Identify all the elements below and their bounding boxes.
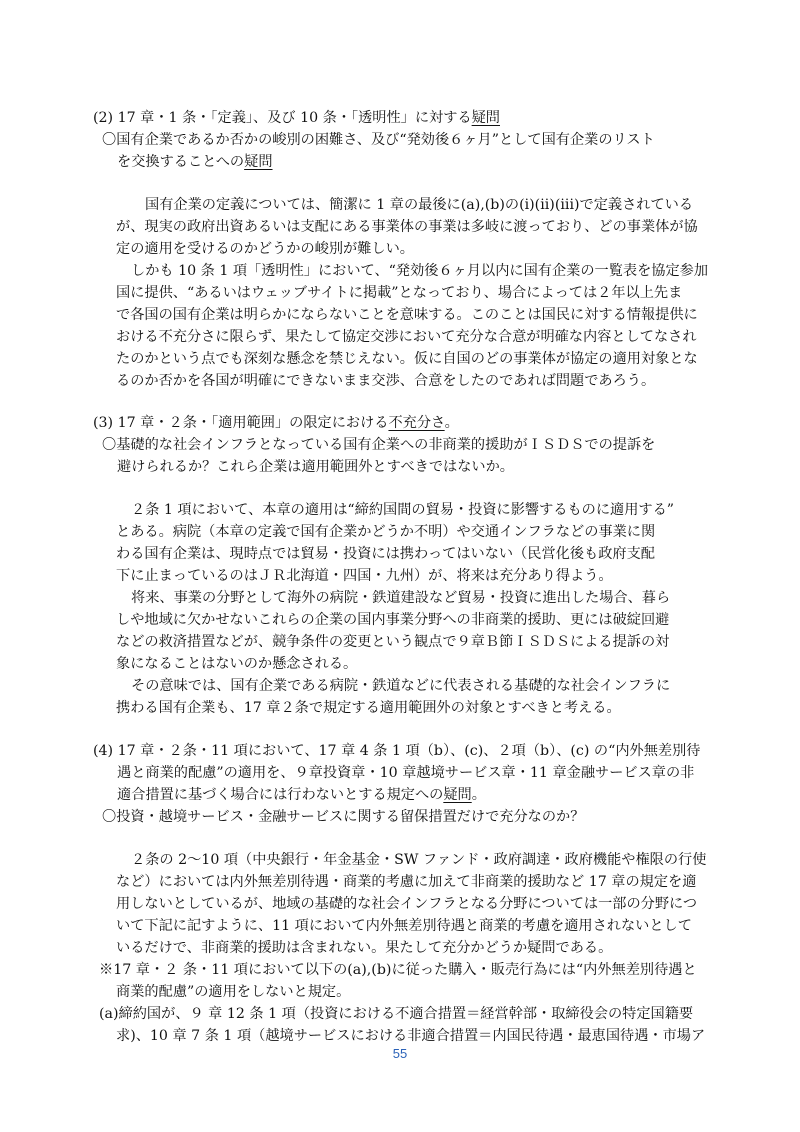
note-line: ※17 章・２ 条・11 項において以下の(a),(b)に従った購入・販売行為には“内外無差別待遇と (99, 962, 697, 978)
heading-underlined-text: 不充分さ (388, 415, 445, 431)
body-line: 国に提供、“あるいはウェッブサイトに掲載”となっており、場合によっては２年以上先ま (116, 285, 683, 301)
heading-text: 。 (444, 415, 459, 431)
section-heading-3 (93, 414, 459, 432)
body-line: が、現実の政府出資あるいは支配にある事業体の事業は多岐に渡っており、どの事業体が協 (116, 219, 698, 235)
question-line: 〇国有企業であるか否かの峻別の困難さ、及び“発効後６ヶ月”として国有企業のリスト (102, 132, 655, 148)
question-line: 〇投資・越境サービス・金融サービスに関する留保措置だけで充分なのか？ (102, 809, 585, 825)
question-line: 避けられるか？これら企業は適用範囲外とすべきではないか。 (117, 459, 514, 475)
body-line: るのか否かを各国が明確にできないまま交渉、合意をしたのであれば問題であろう。 (116, 373, 656, 389)
body-line: とある。病院（本章の定義で国有企業かどうか不明）や交通インフラなどの事業に関 (116, 524, 656, 540)
body-line: わる国有企業は、現時点では貿易・投資には携わってはいない（民営化後も政府支配 (116, 546, 655, 562)
question-line (117, 153, 273, 171)
question-text: を交換することへの (117, 154, 245, 170)
body-line: 用しないとしているが、地域の基礎的な社会インフラとなる分野については一部の分野につ (116, 896, 698, 912)
body-line: など）においては内外無差別待遇・商業的考慮に加えて非商業的援助など 17 章の規定を適 (116, 874, 697, 890)
body-line: たのかという点でも深刻な懸念を禁じえない。仮に自国のどの事業体が協定の適用対象とな (116, 351, 698, 367)
note-line: 商業的配慮”の適用をしないと規定。 (116, 984, 351, 1000)
body-line: 将来、事業の分野として海外の病院・鉄道建設など貿易・投資に進出した場合、暮ら (131, 590, 671, 606)
section-heading-4: (4) 17 章・２条・11 項において、17 章 4 条 1 項（b）、(c)、２項（b）、(c) の“内外無差別待 (93, 743, 701, 759)
body-line: 象になることはないのか懸念される。 (116, 656, 358, 672)
body-line: などの救済措置などが、競争条件の変更という観点で９章Ｂ節ＩＳＤＳによる提訴の対 (116, 634, 670, 650)
body-line: しや地域に欠かせないこれらの企業の国内事業分野への非商業的援助、更には破綻回避 (116, 612, 670, 628)
body-line: 定の適用を受けるのかどうかの峻別が難しい。 (116, 241, 414, 257)
heading-text: (2) 17 章・1 条・「定義」、及び 10 条・「透明性」に対する (93, 110, 472, 126)
body-line: 下に止まっているのはＪＲ北海道・四国・九州）が、将来は充分あり得よう。 (116, 568, 613, 584)
body-line: で各国の国有企業は明らかにならないことを意味する。このことは国民に対する情報提供に (116, 307, 698, 323)
question-underlined-text: 疑問 (244, 154, 273, 170)
body-line: しかも 10 条 1 項「透明性」において、“発効後６ヶ月以内に国有企業の一覧表を協定参加 (131, 263, 709, 279)
body-line: ２条 1 項において、本章の適用は“締約国間の貿易・投資に影響するものに適用する” (131, 502, 675, 518)
section-heading-4-cont: 遇と商業的配慮”の適用を、９章投資章・10 章越境サービス章・11 章金融サービス章の非 (117, 765, 695, 781)
heading-underlined-text: 疑問 (443, 787, 472, 803)
body-line: その意味では、国有企業である病院・鉄道などに代表される基礎的な社会インフラに (131, 678, 671, 694)
body-line: 国有企業の定義については、簡潔に 1 章の最後に(a),(b)の(i)(ii)(iii)で定義されている (145, 197, 694, 213)
body-line: 携わる国有企業も、17 章２条で規定する適用範囲外の対象とすべきと考える。 (116, 700, 621, 716)
question-line: 〇基礎的な社会インフラとなっている国有企業への非商業的援助がＩＳＤＳでの提訴を (102, 437, 656, 453)
body-line: おける不充分さに限らず、果たして協定交渉において充分な合意が明確な内容としてなされ (116, 329, 697, 345)
heading-text: 。 (471, 787, 486, 803)
section-heading-2 (93, 109, 500, 127)
heading-text: 適合措置に基づく場合には行わないとする規定への (117, 787, 444, 803)
section-heading-4-cont (117, 786, 486, 804)
body-line: いて下記に記すように、11 項において内外無差別待遇と商業的考慮を適用されないとして (116, 918, 692, 934)
heading-text: (3) 17 章・２条・「適用範囲」の限定における (93, 415, 389, 431)
note-line: 求)、10 章 7 条 1 項（越境サービスにおける非適合措置＝内国民待遇・最恵国待遇・市場ア (116, 1028, 706, 1044)
body-line: いるだけで、非商業的援助は含まれない。果たして充分かどうか疑問である。 (116, 940, 613, 956)
page-number: 55 (392, 1046, 408, 1061)
heading-underlined-text: 疑問 (471, 110, 500, 126)
body-line: ２条の 2～10 項（中央銀行・年金基金・SW ファンド・政府調達・政府機能や権限の行使 (131, 852, 707, 868)
note-line: (a)締約国が、９ 章 12 条 1 項（投資における不適合措置＝経営幹部・取締役会の特定国籍要 (99, 1006, 694, 1022)
